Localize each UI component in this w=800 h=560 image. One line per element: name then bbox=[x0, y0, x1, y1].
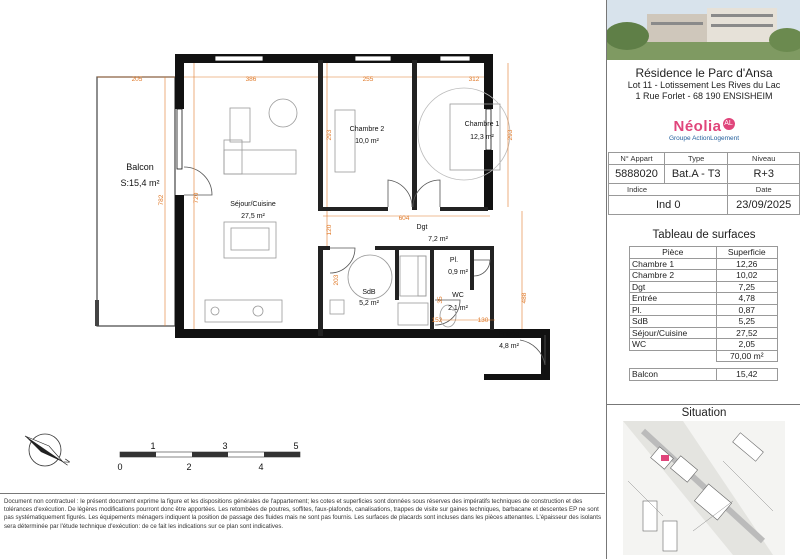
situation-map bbox=[623, 421, 785, 555]
room-dgt-area: 7,2 m² bbox=[428, 236, 448, 243]
surfaces-total: 70,00 m² bbox=[716, 350, 777, 362]
room-wc-area: 2,1 m² bbox=[448, 305, 468, 312]
piece-cell: Pl. bbox=[630, 304, 717, 316]
appart-value: 5888020 bbox=[609, 165, 665, 184]
room-pl: Pl. bbox=[449, 257, 459, 264]
balcon-label: Balcon bbox=[630, 369, 717, 381]
table-row bbox=[630, 327, 778, 339]
indice-value: Ind 0 bbox=[609, 196, 728, 215]
room-pl-area: 0,9 m² bbox=[448, 269, 468, 276]
interior-walls bbox=[318, 60, 494, 336]
indice-label: Indice bbox=[609, 184, 728, 196]
surface-cell: 27,52 bbox=[716, 327, 777, 339]
table-row bbox=[630, 270, 778, 282]
room-dgt: Dgt bbox=[416, 224, 428, 231]
north-arrow-icon bbox=[25, 434, 72, 467]
surface-cell: 4,78 bbox=[716, 293, 777, 305]
situation-title: Situation bbox=[681, 407, 727, 419]
dim-label: 312 bbox=[468, 76, 480, 83]
exterior-walls bbox=[175, 54, 550, 380]
piece-cell: SdB bbox=[630, 316, 717, 328]
dim-label: 782 bbox=[158, 194, 165, 206]
surface-cell: 2,05 bbox=[716, 339, 777, 351]
piece-cell: WC bbox=[630, 339, 717, 351]
piece-cell: Chambre 2 bbox=[630, 270, 717, 282]
brand-group: Groupe ActionLogement bbox=[668, 135, 740, 142]
room-chambre1: Chambre 1 bbox=[464, 121, 500, 128]
room-sejour: Séjour/Cuisine bbox=[230, 201, 276, 208]
building-photo bbox=[607, 0, 800, 60]
niveau-value: R+3 bbox=[728, 165, 800, 184]
dim-label: 293 bbox=[326, 129, 333, 141]
surfaces-table bbox=[629, 246, 778, 381]
surface-cell: 12,26 bbox=[716, 258, 777, 270]
room-balcon: Balcon bbox=[126, 162, 154, 172]
surface-cell: 10,02 bbox=[716, 270, 777, 282]
table-row bbox=[630, 258, 778, 270]
date-value: 23/09/2025 bbox=[728, 196, 800, 215]
col-surface: Superficie bbox=[716, 247, 777, 259]
neolia-logo bbox=[607, 118, 800, 142]
brand-mark: AL bbox=[723, 118, 735, 130]
dim-label: 152 bbox=[431, 317, 443, 324]
room-wc: WC bbox=[452, 292, 464, 299]
residence-address: 1 Rue Forlet - 68 190 ENSISHEIM bbox=[635, 91, 773, 101]
table-row bbox=[630, 339, 778, 351]
type-value: Bat.A - T3 bbox=[664, 165, 727, 184]
dim-label: 203 bbox=[333, 274, 340, 286]
scale-label: 2 bbox=[186, 462, 192, 472]
table-row bbox=[630, 281, 778, 293]
piece-cell: Séjour/Cuisine bbox=[630, 327, 717, 339]
dim-label: 604 bbox=[398, 215, 410, 222]
piece-cell: Chambre 1 bbox=[630, 258, 717, 270]
room-balcon-area: S:15,4 m² bbox=[120, 178, 160, 188]
dim-label: 255 bbox=[362, 76, 374, 83]
col-piece: Pièce bbox=[630, 247, 717, 259]
dim-label: 720 bbox=[193, 192, 200, 204]
surfaces-title: Tableau de surfaces bbox=[652, 229, 756, 241]
scale-label: 1 bbox=[150, 441, 156, 451]
table-row bbox=[630, 304, 778, 316]
table-row bbox=[630, 369, 778, 381]
room-sdb: SdB bbox=[362, 289, 376, 296]
room-sejour-area: 27,5 m² bbox=[241, 213, 265, 220]
title-block bbox=[606, 0, 800, 559]
surface-cell: 7,25 bbox=[716, 281, 777, 293]
scale-bar bbox=[117, 441, 300, 472]
apartment-info-table bbox=[608, 152, 800, 215]
dim-label: 488 bbox=[521, 292, 528, 304]
dim-label: 386 bbox=[245, 76, 257, 83]
scale-label: 0 bbox=[117, 462, 123, 472]
dim-label: 35 bbox=[437, 296, 444, 304]
brand-name: Néolia bbox=[673, 118, 722, 135]
room-chambre2: Chambre 2 bbox=[349, 126, 385, 133]
table-row bbox=[630, 316, 778, 328]
residence-lot: Lot 11 - Lotissement Les Rives du Lac bbox=[627, 80, 781, 90]
appart-label: N° Appart bbox=[609, 153, 665, 165]
scale-label: 4 bbox=[258, 462, 264, 472]
room-entree: Entrée bbox=[498, 331, 520, 338]
scale-label: 5 bbox=[293, 441, 299, 451]
dim-label: 120 bbox=[326, 224, 333, 236]
surface-cell: 5,25 bbox=[716, 316, 777, 328]
room-chambre1-area: 12,3 m² bbox=[470, 134, 494, 141]
room-sdb-area: 5,2 m² bbox=[359, 300, 379, 307]
niveau-label: Niveau bbox=[728, 153, 800, 165]
room-entree-area: 4,8 m² bbox=[499, 343, 519, 350]
dim-label: 130 bbox=[477, 317, 489, 324]
balcon-value: 15,42 bbox=[716, 369, 777, 381]
divider bbox=[607, 404, 800, 405]
disclaimer-text: Document non contractuel : le présent document exprime la figure et les dispositions générales de l'appartement; les cotes et superficies sont données sous réserves des impératifs techniques de construction et des tolérances d'exécution. De légères modifications pourront donc être apportées. Les retombées de poutres, soffites, faux-plafonds, canalisations, trappes de visite sur gaines techniques, barbacane et descentes EP ne sont pas systématiquement figurés. Les équipements ménagers indiquent la position de passage des fluides mais ne sont pas fournis. Les surfaces de placards sont incluses dans les pièces attenantes. L'épaisseur des isolants sera déterminée par l'étude technique d'exécution: de ce fait les indications sur ce plan sont indicatives. bbox=[0, 493, 605, 559]
dim-label: 205 bbox=[131, 76, 143, 83]
piece-cell: Entrée bbox=[630, 293, 717, 305]
dim-label: 293 bbox=[507, 129, 514, 141]
piece-cell: Dgt bbox=[630, 281, 717, 293]
table-row bbox=[630, 293, 778, 305]
surface-cell: 0,87 bbox=[716, 304, 777, 316]
scale-label: 3 bbox=[222, 441, 228, 451]
room-chambre2-area: 10,0 m² bbox=[355, 138, 379, 145]
date-label: Date bbox=[728, 184, 800, 196]
type-label: Type bbox=[664, 153, 727, 165]
svg-text:N: N bbox=[61, 457, 72, 468]
residence-name: Résidence le Parc d'Ansa bbox=[635, 66, 773, 80]
